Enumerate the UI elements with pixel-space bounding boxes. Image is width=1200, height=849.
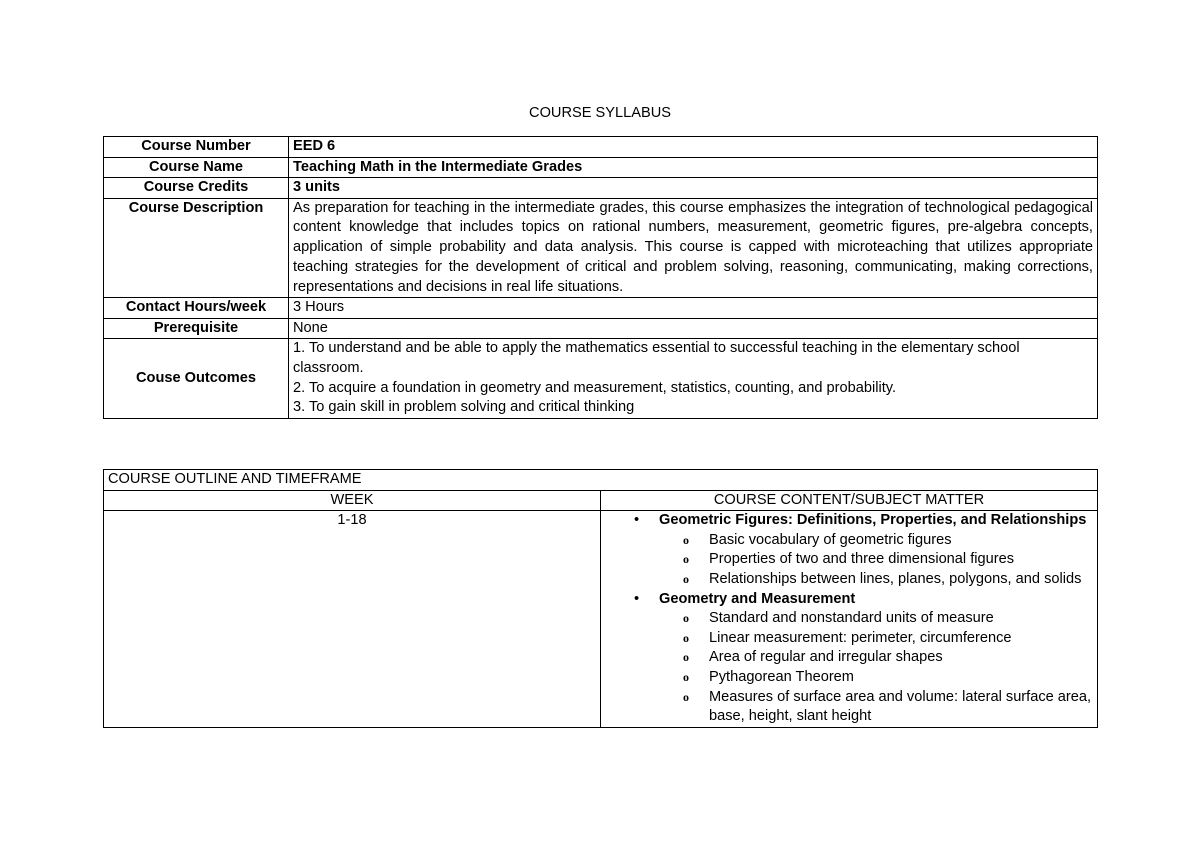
subtopic-item (683, 688, 1093, 727)
subtopic-item (683, 550, 1093, 570)
sub-bullet-icon: o (683, 630, 689, 645)
course-number-value: EED 6 (289, 137, 1098, 158)
course-outcomes-label: Couse Outcomes (104, 339, 289, 418)
subtopic-text: Measures of surface area and volume: lateral surface area, base, height, slant height (709, 688, 1092, 725)
topic-item (634, 511, 1093, 589)
content-cell (601, 511, 1098, 728)
subtopic-item (683, 629, 1093, 649)
sub-bullet-icon: o (683, 571, 689, 586)
course-description-row (104, 198, 1098, 298)
course-name-label: Course Name (104, 157, 289, 178)
course-outcomes-row (104, 339, 1098, 418)
outline-row (104, 511, 1098, 728)
bullet-icon: • (634, 512, 640, 529)
sub-bullet-icon: o (683, 650, 689, 665)
contact-hours-label: Contact Hours/week (104, 298, 289, 319)
sub-bullet-icon: o (683, 669, 689, 684)
outline-header-row (104, 470, 1098, 491)
subtopic-text: Relationships between lines, planes, polygons, and solids (709, 570, 1082, 587)
course-number-row (104, 137, 1098, 158)
subtopic-item (683, 609, 1093, 629)
course-description-value: As preparation for teaching in the intermediate grades, this course emphasizes the integration of technological pedagogical content knowledge that includes topics on rational numbers, measurement, geometric figures, pre-algebra concepts, application of simple probability and data analysis. This course is capped with microteaching that utilizes appropriate teaching strategies for the development of critical and problem solving, reasoning, communicating, making corrections, representations and decisions in real life situations. (289, 198, 1098, 298)
outcome-item: 2. To acquire a foundation in geometry and measurement, statistics, counting, and probability. (293, 379, 897, 396)
topic-title: Geometry and Measurement (659, 590, 856, 607)
contact-hours-value: 3 Hours (289, 298, 1098, 319)
sub-bullet-icon: o (683, 689, 689, 704)
course-name-row (104, 157, 1098, 178)
content-column-header: COURSE CONTENT/SUBJECT MATTER (601, 490, 1098, 511)
course-credits-value: 3 units (289, 178, 1098, 199)
course-name-value: Teaching Math in the Intermediate Grades (289, 157, 1098, 178)
sub-bullet-icon: o (683, 552, 689, 567)
bullet-icon: • (634, 590, 640, 607)
subtopic-item (683, 570, 1093, 590)
course-outcomes-value (289, 339, 1098, 418)
prerequisite-row (104, 318, 1098, 339)
course-credits-label: Course Credits (104, 178, 289, 199)
prerequisite-value: None (289, 318, 1098, 339)
subtopic-text: Properties of two and three dimensional figures (709, 551, 1015, 568)
subtopic-item (683, 531, 1093, 551)
subtopic-text: Area of regular and irregular shapes (709, 649, 943, 666)
week-column-header: WEEK (104, 490, 601, 511)
subtopic-item (683, 668, 1093, 688)
outline-column-header-row (104, 490, 1098, 511)
outcome-item: 3. To gain skill in problem solving and critical thinking (293, 399, 635, 416)
topic-item (634, 590, 1093, 727)
course-outline-table (103, 469, 1098, 728)
sub-bullet-icon: o (683, 611, 689, 626)
prerequisite-label: Prerequisite (104, 318, 289, 339)
syllabus-table (103, 136, 1098, 419)
outcome-item: 1. To understand and be able to apply the mathematics essential to successful teaching in the elementary school classroom. (293, 340, 1020, 377)
subtopic-text: Linear measurement: perimeter, circumference (709, 629, 1012, 646)
subtopic-text: Standard and nonstandard units of measure (709, 610, 994, 627)
subtopic-item (683, 648, 1093, 668)
week-cell: 1-18 (104, 511, 601, 728)
subtopic-text: Pythagorean Theorem (709, 668, 854, 685)
course-credits-row (104, 178, 1098, 199)
topic-title: Geometric Figures: Definitions, Properties, and Relationships (659, 512, 1087, 529)
course-description-label: Course Description (104, 198, 289, 298)
subtopic-list (659, 609, 1093, 727)
page-title: COURSE SYLLABUS (529, 105, 671, 121)
subtopic-text: Basic vocabulary of geometric figures (709, 531, 952, 548)
subtopic-list (659, 531, 1093, 590)
contact-hours-row (104, 298, 1098, 319)
course-number-label: Course Number (104, 137, 289, 158)
outline-header: COURSE OUTLINE AND TIMEFRAME (104, 470, 1098, 491)
topic-list (605, 511, 1093, 727)
sub-bullet-icon: o (683, 532, 689, 547)
